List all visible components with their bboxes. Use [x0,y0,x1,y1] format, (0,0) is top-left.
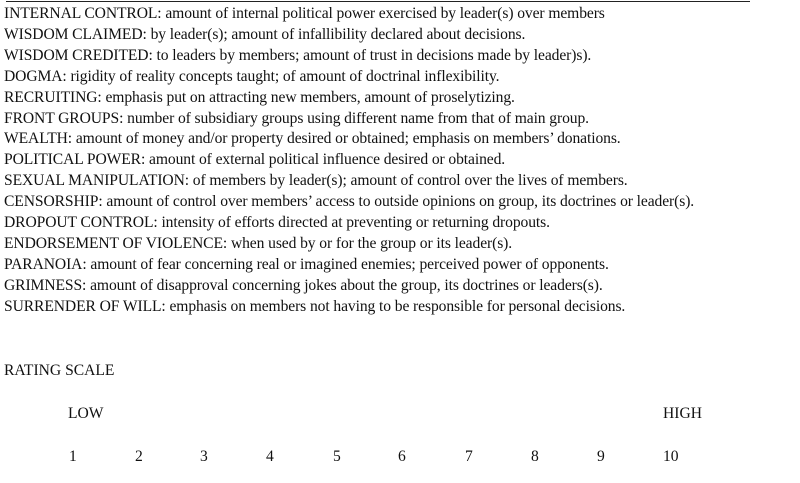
definition-dogma [4,67,796,88]
rating-scale-number: 4 [266,448,274,465]
definition-political-power [4,150,796,171]
rating-scale-number: 5 [333,448,341,465]
definition-text: amount of external political influence desired or obtained. [149,151,506,169]
rating-scale-number: 1 [69,448,77,465]
definition-text: by leader(s); amount of infallibility declared about decisions. [150,25,526,43]
definition-term: POLITICAL POWER: [4,151,146,169]
rating-scale-number: 9 [597,448,605,465]
definition-grimness [4,276,796,297]
definition-dropout-control [4,213,796,234]
definition-text: intensity of efforts directed at preventing or returning dropouts. [161,214,550,232]
definition-text: emphasis put on attracting new members, amount of proselytizing. [105,88,515,106]
definition-text: rigidity of reality concepts taught; of amount of doctrinal inflexibility. [70,67,500,85]
definition-term: FRONT GROUPS: [4,109,124,127]
definition-text: amount of fear concerning real or imagined enemies; perceived power of opponents. [90,255,609,273]
definition-text: amount of internal political power exercised by leader(s) over members [165,5,605,22]
definition-text: of members by leader(s); amount of control over the lives of members. [192,172,628,190]
definition-text: number of subsidiary groups using different name from that of main group. [127,109,589,127]
definition-term: INTERNAL CONTROL: [4,5,162,22]
definition-wisdom-claimed [4,25,796,46]
definition-wealth [4,129,796,150]
rating-scale-low-label: LOW [68,405,104,422]
definition-internal-control [4,4,796,25]
definition-term: WISDOM CLAIMED: [4,25,147,43]
rating-scale-high-label: HIGH [663,405,702,422]
definition-censorship [4,192,796,213]
definition-text: emphasis on members not having to be responsible for personal decisions. [169,297,626,315]
rating-scale-number: 7 [465,448,473,465]
rating-scale-number: 8 [531,448,539,465]
rating-scale-number: 3 [200,448,208,465]
definition-recruiting [4,88,796,109]
definition-term: DOGMA: [4,67,67,85]
rating-scale-number: 6 [398,448,406,465]
definition-text: to leaders by members; amount of trust in decisions made by leader)s). [156,46,592,64]
definition-text: amount of money and/or property desired or obtained; emphasis on members’ donations. [75,130,621,148]
top-rule [6,1,750,2]
definition-term: RECRUITING: [4,88,102,106]
definition-term: GRIMNESS: [4,276,87,294]
definition-surrender-of-will [4,297,796,318]
definition-paranoia [4,255,796,276]
definition-term: WISDOM CREDITED: [4,46,153,64]
rating-scale-heading: RATING SCALE [4,362,115,379]
definition-front-groups [4,109,796,130]
definition-term: PARANOIA: [4,255,87,273]
definition-term: SEXUAL MANIPULATION: [4,172,189,190]
definition-term: WEALTH: [4,130,73,148]
rating-scale-number: 2 [135,448,143,465]
definition-text: amount of control over members’ access to outside opinions on group, its doctrines or leader(s). [106,193,695,211]
rating-scale-number: 10 [663,448,679,465]
definition-endorsement-of-violence [4,234,796,255]
definition-wisdom-credited [4,46,796,67]
definition-text: amount of disapproval concerning jokes about the group, its doctrines or leaders(s). [90,276,603,294]
definition-sexual-manipulation [4,171,796,192]
definition-text: when used by or for the group or its leader(s). [230,234,513,252]
definition-term: SURRENDER OF WILL: [4,297,166,315]
definition-term: ENDORSEMENT OF VIOLENCE: [4,234,228,252]
definition-term: DROPOUT CONTROL: [4,214,158,232]
definition-term: CENSORSHIP: [4,193,103,211]
definitions-list [4,4,796,318]
